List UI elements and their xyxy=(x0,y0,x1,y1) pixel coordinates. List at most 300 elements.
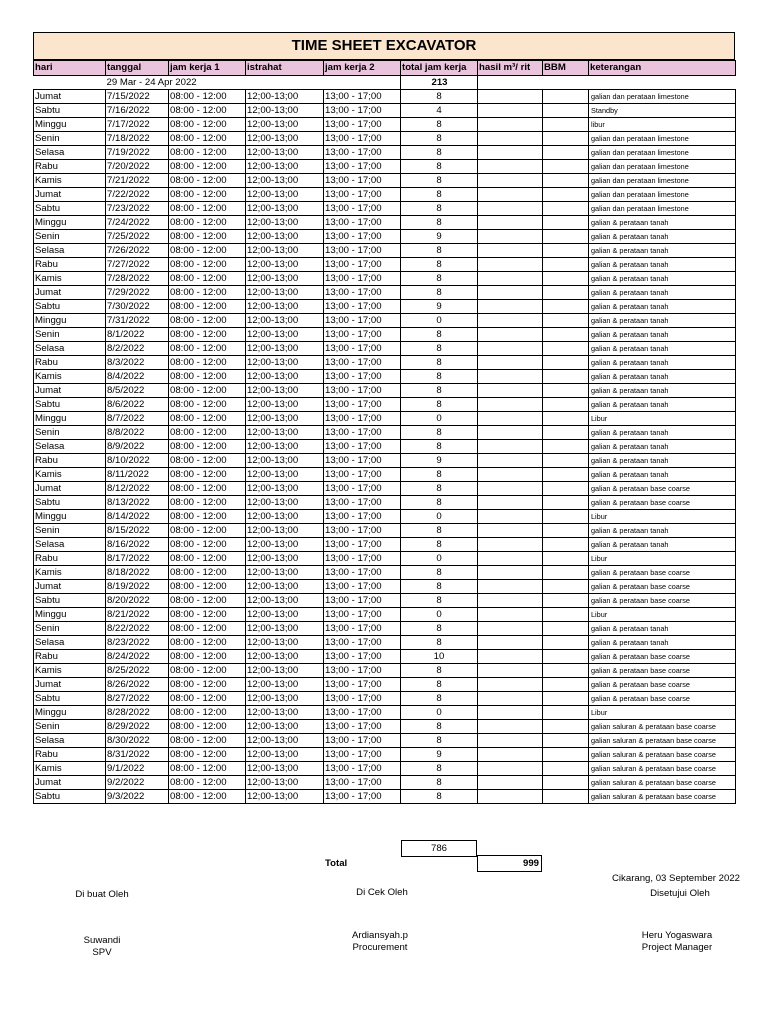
date-cell: 7/28/2022 xyxy=(106,272,169,286)
break-cell: 12;00-13;00 xyxy=(246,734,324,748)
break-cell: 12;00-13;00 xyxy=(246,160,324,174)
table-row xyxy=(34,510,736,524)
total-hours-cell: 8 xyxy=(401,370,478,384)
remarks-cell: galian & perataan tanah xyxy=(589,622,736,636)
output-cell xyxy=(478,776,543,790)
remarks-cell: Libur xyxy=(589,510,736,524)
fuel-cell xyxy=(543,734,589,748)
total-hours-cell: 4 xyxy=(401,104,478,118)
day-cell: Jumat xyxy=(34,384,106,398)
break-cell: 12;00-13;00 xyxy=(246,664,324,678)
remarks-cell: galian & perataan base coarse xyxy=(589,482,736,496)
day-cell: Minggu xyxy=(34,706,106,720)
table-row xyxy=(34,678,736,692)
remarks-cell: Libur xyxy=(589,552,736,566)
header-row xyxy=(34,61,736,76)
break-cell: 12;00-13;00 xyxy=(246,118,324,132)
table-row xyxy=(34,104,736,118)
total-hours-cell: 8 xyxy=(401,188,478,202)
work-shift-2-cell: 13;00 - 17;00 xyxy=(324,524,401,538)
output-cell xyxy=(478,216,543,230)
output-cell xyxy=(478,496,543,510)
remarks-cell: galian & perataan tanah xyxy=(589,328,736,342)
date-cell: 8/3/2022 xyxy=(106,356,169,370)
day-cell: Minggu xyxy=(34,608,106,622)
date-cell: 8/25/2022 xyxy=(106,664,169,678)
header-cell: tanggal xyxy=(106,61,169,76)
remarks-cell: galian & perataan tanah xyxy=(589,286,736,300)
date-cell: 8/9/2022 xyxy=(106,440,169,454)
remarks-cell: galian saluran & perataan base coarse xyxy=(589,790,736,804)
remarks-cell: galian saluran & perataan base coarse xyxy=(589,734,736,748)
checked-by-role: Procurement xyxy=(352,942,408,953)
total-hours-cell: 8 xyxy=(401,468,478,482)
date-cell: 8/14/2022 xyxy=(106,510,169,524)
date-cell: 8/2/2022 xyxy=(106,342,169,356)
break-cell: 12;00-13;00 xyxy=(246,398,324,412)
break-cell: 12;00-13;00 xyxy=(246,678,324,692)
table-row xyxy=(34,748,736,762)
table-row xyxy=(34,174,736,188)
made-by-label: Di buat Oleh xyxy=(75,889,129,900)
day-cell: Sabtu xyxy=(34,300,106,314)
day-cell: Selasa xyxy=(34,342,106,356)
total-hours-cell: 8 xyxy=(401,202,478,216)
break-cell: 12;00-13;00 xyxy=(246,216,324,230)
day-cell: Senin xyxy=(34,524,106,538)
date-cell: 8/19/2022 xyxy=(106,580,169,594)
day-cell: Jumat xyxy=(34,776,106,790)
output-cell xyxy=(478,272,543,286)
date-cell: 7/22/2022 xyxy=(106,188,169,202)
day-cell: Rabu xyxy=(34,454,106,468)
remarks-cell: galian saluran & perataan base coarse xyxy=(589,776,736,790)
remarks-cell: galian & perataan base coarse xyxy=(589,566,736,580)
work-shift-1-cell: 08:00 - 12:00 xyxy=(169,454,246,468)
header-cell: BBM xyxy=(543,61,589,76)
fuel-cell xyxy=(543,468,589,482)
remarks-cell: galian & perataan tanah xyxy=(589,244,736,258)
work-shift-2-cell: 13;00 - 17;00 xyxy=(324,496,401,510)
output-cell xyxy=(478,608,543,622)
output-cell xyxy=(478,90,543,104)
work-shift-1-cell: 08:00 - 12:00 xyxy=(169,510,246,524)
work-shift-1-cell: 08:00 - 12:00 xyxy=(169,230,246,244)
break-cell: 12;00-13;00 xyxy=(246,538,324,552)
remarks-cell: galian & perataan base coarse xyxy=(589,692,736,706)
work-shift-2-cell: 13;00 - 17;00 xyxy=(324,118,401,132)
table-row xyxy=(34,440,736,454)
output-cell xyxy=(478,356,543,370)
work-shift-2-cell: 13;00 - 17;00 xyxy=(324,370,401,384)
remarks-cell: galian & perataan tanah xyxy=(589,258,736,272)
work-shift-1-cell: 08:00 - 12:00 xyxy=(169,216,246,230)
day-cell: Jumat xyxy=(34,90,106,104)
work-shift-2-cell: 13;00 - 17;00 xyxy=(324,538,401,552)
output-cell xyxy=(478,342,543,356)
fuel-cell xyxy=(543,244,589,258)
work-shift-2-cell: 13;00 - 17;00 xyxy=(324,734,401,748)
table-row xyxy=(34,384,736,398)
remarks-cell: Libur xyxy=(589,412,736,426)
fuel-cell xyxy=(543,104,589,118)
day-cell: Kamis xyxy=(34,664,106,678)
date-cell: 9/1/2022 xyxy=(106,762,169,776)
fuel-cell xyxy=(543,440,589,454)
day-cell: Minggu xyxy=(34,216,106,230)
work-shift-1-cell: 08:00 - 12:00 xyxy=(169,202,246,216)
break-cell: 12;00-13;00 xyxy=(246,762,324,776)
output-cell xyxy=(478,398,543,412)
table-row xyxy=(34,202,736,216)
table-row xyxy=(34,706,736,720)
break-cell: 12;00-13;00 xyxy=(246,202,324,216)
work-shift-2-cell: 13;00 - 17;00 xyxy=(324,342,401,356)
total-hours-cell: 8 xyxy=(401,146,478,160)
remarks-cell: galian saluran & perataan base coarse xyxy=(589,748,736,762)
remarks-cell: Libur xyxy=(589,706,736,720)
total-hours-cell: 8 xyxy=(401,622,478,636)
work-shift-1-cell: 08:00 - 12:00 xyxy=(169,90,246,104)
fuel-cell xyxy=(543,188,589,202)
fuel-cell xyxy=(543,160,589,174)
output-cell xyxy=(478,188,543,202)
break-cell: 12;00-13;00 xyxy=(246,608,324,622)
fuel-cell xyxy=(543,678,589,692)
work-shift-2-cell: 13;00 - 17;00 xyxy=(324,790,401,804)
date-cell: 8/15/2022 xyxy=(106,524,169,538)
total-hours-cell: 8 xyxy=(401,426,478,440)
date-cell: 7/18/2022 xyxy=(106,132,169,146)
date-cell: 8/12/2022 xyxy=(106,482,169,496)
break-cell: 12;00-13;00 xyxy=(246,328,324,342)
fuel-cell xyxy=(543,454,589,468)
date-cell: 8/30/2022 xyxy=(106,734,169,748)
break-cell: 12;00-13;00 xyxy=(246,790,324,804)
fuel-cell xyxy=(543,608,589,622)
day-cell: Minggu xyxy=(34,510,106,524)
work-shift-1-cell: 08:00 - 12:00 xyxy=(169,650,246,664)
work-shift-2-cell: 13;00 - 17;00 xyxy=(324,160,401,174)
approved-by-name: Heru Yogaswara xyxy=(641,930,713,941)
made-by-role: SPV xyxy=(92,947,112,958)
output-cell xyxy=(478,132,543,146)
work-shift-1-cell: 08:00 - 12:00 xyxy=(169,636,246,650)
day-cell: Rabu xyxy=(34,160,106,174)
break-cell: 12;00-13;00 xyxy=(246,510,324,524)
total-hours-cell: 8 xyxy=(401,356,478,370)
work-shift-2-cell: 13;00 - 17;00 xyxy=(324,356,401,370)
total-hours-cell: 0 xyxy=(401,314,478,328)
date-cell: 7/15/2022 xyxy=(106,90,169,104)
date-cell: 8/16/2022 xyxy=(106,538,169,552)
day-cell: Jumat xyxy=(34,188,106,202)
approved-by-signatory xyxy=(612,930,742,954)
total-hours-cell: 8 xyxy=(401,496,478,510)
break-cell: 12;00-13;00 xyxy=(246,566,324,580)
work-shift-1-cell: 08:00 - 12:00 xyxy=(169,132,246,146)
day-cell: Senin xyxy=(34,132,106,146)
work-shift-2-cell: 13;00 - 17;00 xyxy=(324,762,401,776)
header-cell: jam kerja 2 xyxy=(324,61,401,76)
work-shift-1-cell: 08:00 - 12:00 xyxy=(169,160,246,174)
output-cell xyxy=(478,762,543,776)
total-hours-cell: 8 xyxy=(401,258,478,272)
work-shift-1-cell: 08:00 - 12:00 xyxy=(169,412,246,426)
table-row xyxy=(34,496,736,510)
total-hours-cell: 8 xyxy=(401,384,478,398)
work-shift-1-cell: 08:00 - 12:00 xyxy=(169,622,246,636)
work-shift-2-cell: 13;00 - 17;00 xyxy=(324,692,401,706)
made-by-name: Suwandi xyxy=(83,935,121,946)
fuel-cell xyxy=(543,650,589,664)
total-hours-cell: 8 xyxy=(401,636,478,650)
date-cell: 7/29/2022 xyxy=(106,286,169,300)
remarks-cell: Libur xyxy=(589,608,736,622)
day-cell: Senin xyxy=(34,426,106,440)
total-hours-cell: 8 xyxy=(401,160,478,174)
work-shift-2-cell: 13;00 - 17;00 xyxy=(324,412,401,426)
total-hours-cell: 8 xyxy=(401,90,478,104)
break-cell: 12;00-13;00 xyxy=(246,90,324,104)
work-shift-1-cell: 08:00 - 12:00 xyxy=(169,734,246,748)
date-cell: 8/29/2022 xyxy=(106,720,169,734)
break-cell: 12;00-13;00 xyxy=(246,650,324,664)
remarks-cell: galian & perataan base coarse xyxy=(589,650,736,664)
total-hours-cell: 8 xyxy=(401,132,478,146)
break-cell: 12;00-13;00 xyxy=(246,482,324,496)
work-shift-2-cell: 13;00 - 17;00 xyxy=(324,202,401,216)
date-cell: 8/13/2022 xyxy=(106,496,169,510)
output-cell xyxy=(478,440,543,454)
day-cell: Kamis xyxy=(34,566,106,580)
date-cell: 8/1/2022 xyxy=(106,328,169,342)
date-cell: 8/23/2022 xyxy=(106,636,169,650)
work-shift-1-cell: 08:00 - 12:00 xyxy=(169,342,246,356)
date-cell: 8/18/2022 xyxy=(106,566,169,580)
output-cell xyxy=(478,258,543,272)
output-cell xyxy=(478,118,543,132)
date-cell: 8/17/2022 xyxy=(106,552,169,566)
break-cell: 12;00-13;00 xyxy=(246,580,324,594)
date-cell: 7/19/2022 xyxy=(106,146,169,160)
total-hours-cell: 8 xyxy=(401,734,478,748)
work-shift-2-cell: 13;00 - 17;00 xyxy=(324,272,401,286)
table-row xyxy=(34,272,736,286)
fuel-cell xyxy=(543,300,589,314)
work-shift-2-cell: 13;00 - 17;00 xyxy=(324,328,401,342)
table-row xyxy=(34,734,736,748)
fuel-cell xyxy=(543,538,589,552)
work-shift-2-cell: 13;00 - 17;00 xyxy=(324,510,401,524)
remarks-cell: galian & perataan base coarse xyxy=(589,594,736,608)
place-date: Cikarang, 03 September 2022 xyxy=(612,873,740,884)
fuel-cell xyxy=(543,426,589,440)
date-cell: 8/26/2022 xyxy=(106,678,169,692)
table-row xyxy=(34,566,736,580)
break-cell: 12;00-13;00 xyxy=(246,174,324,188)
output-cell xyxy=(478,706,543,720)
work-shift-2-cell: 13;00 - 17;00 xyxy=(324,244,401,258)
fuel-cell xyxy=(543,272,589,286)
break-cell: 12;00-13;00 xyxy=(246,104,324,118)
fuel-cell xyxy=(543,314,589,328)
break-cell: 12;00-13;00 xyxy=(246,776,324,790)
work-shift-2-cell: 13;00 - 17;00 xyxy=(324,216,401,230)
day-cell: Rabu xyxy=(34,748,106,762)
approved-by-role: Project Manager xyxy=(641,942,713,953)
work-shift-2-cell: 13;00 - 17;00 xyxy=(324,720,401,734)
work-shift-1-cell: 08:00 - 12:00 xyxy=(169,608,246,622)
period-label: 29 Mar - 24 Apr 2022 xyxy=(106,76,401,90)
fuel-cell xyxy=(543,328,589,342)
date-cell: 8/22/2022 xyxy=(106,622,169,636)
day-cell: Selasa xyxy=(34,538,106,552)
output-cell xyxy=(478,720,543,734)
table-row xyxy=(34,146,736,160)
break-cell: 12;00-13;00 xyxy=(246,188,324,202)
output-cell xyxy=(478,202,543,216)
total-hours-cell: 8 xyxy=(401,244,478,258)
fuel-cell xyxy=(543,132,589,146)
total-hours-cell: 8 xyxy=(401,286,478,300)
remarks-cell: Standby xyxy=(589,104,736,118)
fuel-cell xyxy=(543,790,589,804)
work-shift-1-cell: 08:00 - 12:00 xyxy=(169,440,246,454)
table-row xyxy=(34,622,736,636)
fuel-cell xyxy=(543,342,589,356)
output-cell xyxy=(478,426,543,440)
total-hours-cell: 8 xyxy=(401,482,478,496)
date-cell: 7/20/2022 xyxy=(106,160,169,174)
remarks-cell: galian dan perataan limestone xyxy=(589,146,736,160)
fuel-cell xyxy=(543,748,589,762)
work-shift-1-cell: 08:00 - 12:00 xyxy=(169,272,246,286)
total-hours-cell: 8 xyxy=(401,664,478,678)
date-cell: 9/3/2022 xyxy=(106,790,169,804)
output-cell xyxy=(478,146,543,160)
table-row xyxy=(34,426,736,440)
date-cell: 8/31/2022 xyxy=(106,748,169,762)
day-cell: Sabtu xyxy=(34,496,106,510)
break-cell: 12;00-13;00 xyxy=(246,272,324,286)
fuel-cell xyxy=(543,370,589,384)
break-cell: 12;00-13;00 xyxy=(246,440,324,454)
output-cell xyxy=(478,650,543,664)
fuel-cell xyxy=(543,622,589,636)
break-cell: 12;00-13;00 xyxy=(246,622,324,636)
total-hours-cell: 8 xyxy=(401,776,478,790)
fuel-cell xyxy=(543,412,589,426)
approved-by-label: Disetujui Oleh xyxy=(650,888,710,899)
table-row xyxy=(34,762,736,776)
work-shift-1-cell: 08:00 - 12:00 xyxy=(169,720,246,734)
table-row xyxy=(34,118,736,132)
fuel-cell xyxy=(543,776,589,790)
output-cell xyxy=(478,594,543,608)
total-label: Total xyxy=(325,858,348,869)
total-hours-cell: 0 xyxy=(401,412,478,426)
total-hours-cell: 8 xyxy=(401,524,478,538)
break-cell: 12;00-13;00 xyxy=(246,314,324,328)
day-cell: Rabu xyxy=(34,258,106,272)
day-cell: Kamis xyxy=(34,272,106,286)
work-shift-2-cell: 13;00 - 17;00 xyxy=(324,188,401,202)
output-cell xyxy=(478,104,543,118)
break-cell: 12;00-13;00 xyxy=(246,468,324,482)
work-shift-2-cell: 13;00 - 17;00 xyxy=(324,580,401,594)
work-shift-2-cell: 13;00 - 17;00 xyxy=(324,552,401,566)
break-cell: 12;00-13;00 xyxy=(246,426,324,440)
work-shift-1-cell: 08:00 - 12:00 xyxy=(169,398,246,412)
table-row xyxy=(34,720,736,734)
header-cell: total jam kerja xyxy=(401,61,478,76)
total-hours-cell: 8 xyxy=(401,118,478,132)
work-shift-1-cell: 08:00 - 12:00 xyxy=(169,370,246,384)
table-row xyxy=(34,398,736,412)
table-row xyxy=(34,412,736,426)
day-cell: Selasa xyxy=(34,244,106,258)
header-cell: keterangan xyxy=(589,61,736,76)
break-cell: 12;00-13;00 xyxy=(246,244,324,258)
table-row xyxy=(34,594,736,608)
output-cell xyxy=(478,524,543,538)
table-row xyxy=(34,580,736,594)
work-shift-1-cell: 08:00 - 12:00 xyxy=(169,244,246,258)
remarks-cell: galian & perataan tanah xyxy=(589,636,736,650)
remarks-cell: galian & perataan tanah xyxy=(589,314,736,328)
day-cell: Minggu xyxy=(34,118,106,132)
fuel-cell xyxy=(543,510,589,524)
table-row xyxy=(34,188,736,202)
period-total: 213 xyxy=(401,76,478,90)
total-hours-cell: 8 xyxy=(401,594,478,608)
table-row xyxy=(34,468,736,482)
output-cell xyxy=(478,734,543,748)
output-cell xyxy=(478,538,543,552)
day-cell: Kamis xyxy=(34,468,106,482)
table-row xyxy=(34,90,736,104)
output-cell xyxy=(478,286,543,300)
work-shift-2-cell: 13;00 - 17;00 xyxy=(324,594,401,608)
remarks-cell: galian & perataan tanah xyxy=(589,230,736,244)
fuel-cell xyxy=(543,552,589,566)
grand-total-box: 999 xyxy=(477,855,542,872)
table-row xyxy=(34,482,736,496)
fuel-cell xyxy=(543,692,589,706)
break-cell: 12;00-13;00 xyxy=(246,706,324,720)
date-cell: 8/11/2022 xyxy=(106,468,169,482)
total-hours-cell: 9 xyxy=(401,454,478,468)
remarks-cell: galian & perataan tanah xyxy=(589,384,736,398)
day-cell: Jumat xyxy=(34,482,106,496)
work-shift-2-cell: 13;00 - 17;00 xyxy=(324,664,401,678)
table-row xyxy=(34,608,736,622)
break-cell: 12;00-13;00 xyxy=(246,692,324,706)
break-cell: 12;00-13;00 xyxy=(246,454,324,468)
remarks-cell: galian & perataan tanah xyxy=(589,216,736,230)
fuel-cell xyxy=(543,594,589,608)
remarks-cell: galian & perataan tanah xyxy=(589,342,736,356)
day-cell: Selasa xyxy=(34,440,106,454)
work-shift-1-cell: 08:00 - 12:00 xyxy=(169,286,246,300)
remarks-cell: galian & perataan base coarse xyxy=(589,580,736,594)
table-row xyxy=(34,132,736,146)
remarks-cell: galian & perataan tanah xyxy=(589,370,736,384)
work-shift-1-cell: 08:00 - 12:00 xyxy=(169,678,246,692)
remarks-cell: galian dan perataan limestone xyxy=(589,132,736,146)
work-shift-2-cell: 13;00 - 17;00 xyxy=(324,650,401,664)
